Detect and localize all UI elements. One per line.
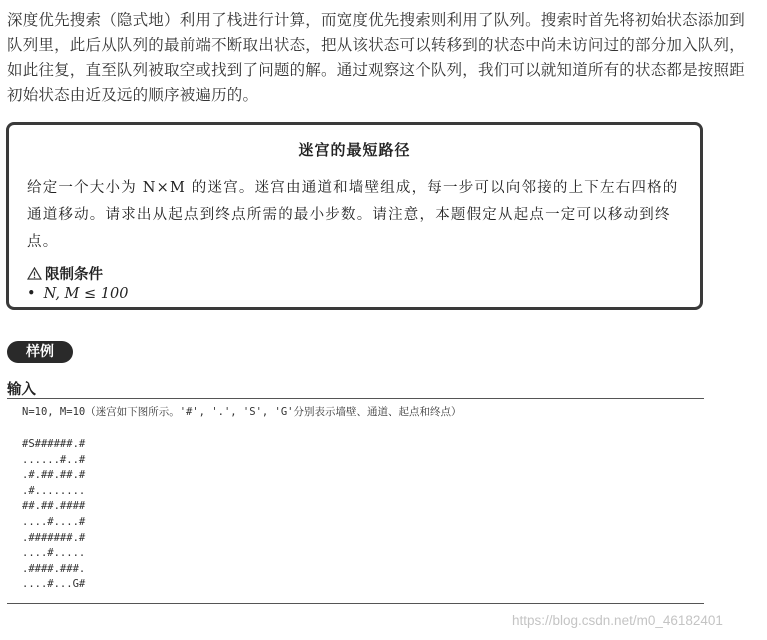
maze-row: ....#..... [22, 547, 86, 560]
constraints-heading-text: 限制条件 [45, 267, 103, 283]
maze-row: ....#....# [22, 515, 86, 528]
sample-badge: 样例 [7, 341, 73, 363]
watermark: https://blog.csdn.net/m0_46182401 [512, 613, 723, 628]
constraint-item [27, 286, 128, 302]
maze-row: #S######.# [22, 438, 86, 450]
constraint-text: N, M ≤ 100 [43, 286, 129, 302]
maze-row: .#........ [22, 484, 86, 497]
divider-top [7, 398, 704, 399]
maze-row: .#.##.##.# [22, 469, 86, 482]
intro-paragraph: 深度优先搜索（隐式地）利用了栈进行计算，而宽度优先搜索则利用了队列。搜索时首先将初始状态添加到队列里，此后从队列的最前端不断取出状态，把从该状态可以转移到的状态中尚未访问过的部分加入队列，如此往复，直至队列被取空或找到了问题的解。通过观察这个队列，我们可以就知道所有的状态都是按照距初始状态由近及远的顺序被遍历的。 [7, 11, 745, 104]
maze-grid [22, 437, 85, 593]
problem-title: 迷宫的最短路径 [298, 141, 411, 159]
problem-description: 给定一个大小为 N×M 的迷宫。迷宫由通道和墙壁组成，每一步可以向邻接的上下左右四格的通道移动。请求出从起点到终点所需的最小步数。请注意，本题假定从起点一定可以移动到终点。 [27, 180, 679, 250]
maze-row: ##.##.#### [22, 500, 86, 513]
maze-row: .#######.# [22, 531, 86, 544]
maze-row: .####.###. [22, 562, 86, 575]
divider-bottom [7, 603, 704, 604]
problem-box [6, 122, 703, 310]
warning-triangle-icon [27, 267, 42, 280]
input-label: 输入 [7, 382, 36, 398]
input-description: N=10, M=10（迷宫如下图所示。'#', '.', 'S', 'G'分别表示墙壁、通道、起点和终点） [22, 406, 462, 418]
maze-row: ....#...G# [22, 578, 86, 591]
constraints-heading [27, 263, 103, 284]
bullet: • [27, 286, 36, 302]
maze-row: ......#..# [22, 453, 86, 466]
